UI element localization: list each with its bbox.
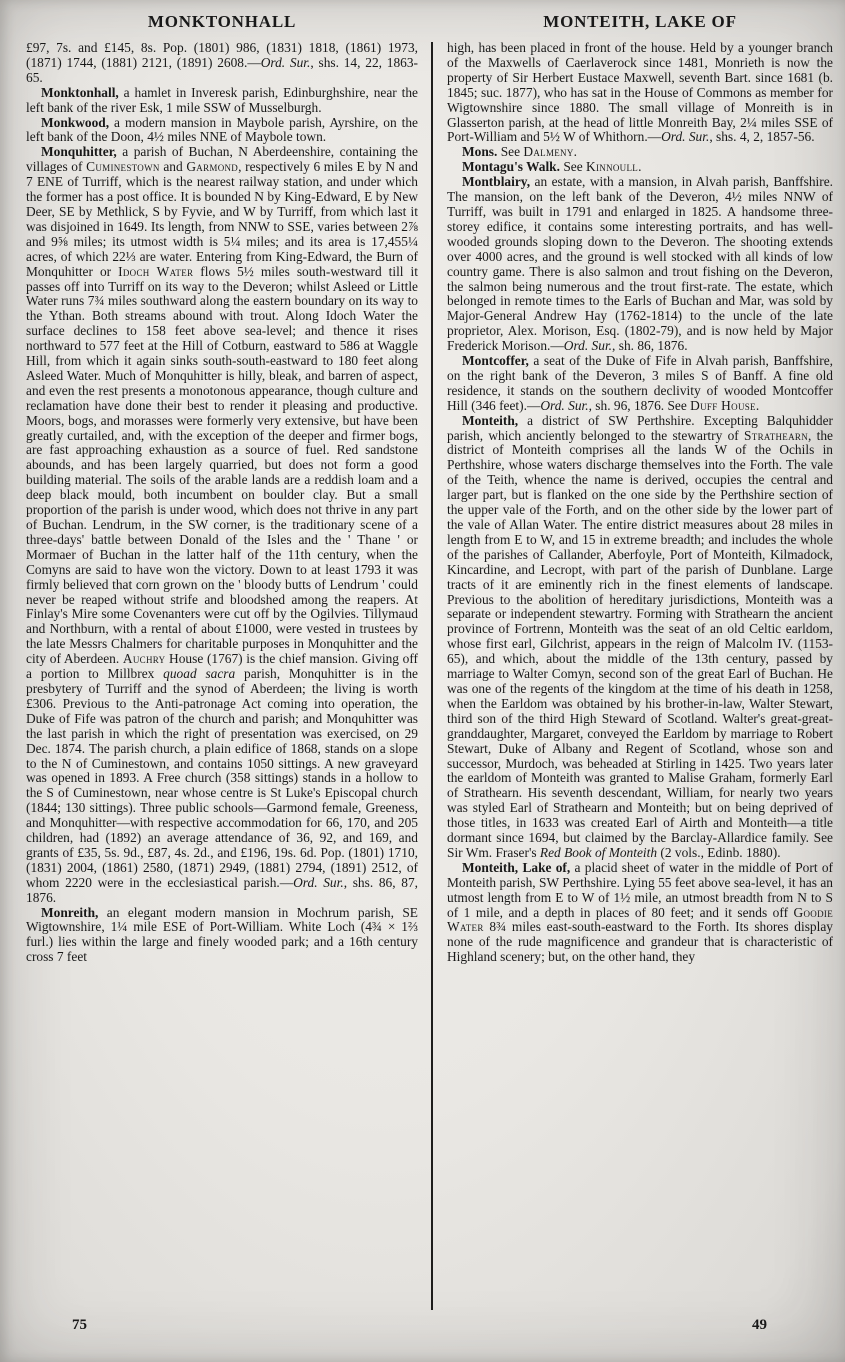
entry-paragraph xyxy=(447,41,833,145)
body-text: flows 5½ miles south-westward till it passes off into Turriff on its way to the Deveron; whilst Asleed or Little Water runs 7¾ miles southward along the eastern boundary on its way to the Ythan. Both streams abound with trout. Along Idoch Water the surface declines to 158 feet above sea-level; and thence it rises northward to 577 feet at the Hill of Cotburn, eastward to 586 at Waggle Hill, from which it again sinks south-south-eastward to 180 feet along Asleed Water. Much of Monquhitter is hilly, bleak, and barren of aspect, and even the rest presents a monotonous appearance, though culture and reclamation have done their best to render it pleasing and productive. Moors, bogs, and morasses were formerly very extensive, but have been greatly curtailed, and, with the exception of the deeper and firmer bogs, are fast approaching exhaustion as a source of fuel. Red sandstone abounds, and has been largely quarried, but does not form a good building material. The soils of the arable lands are a reddish loam and a deep black mould, both incumbent on boulder clay. But a small proportion of the parish is under wood, which does not thrive in any part of Buchan. Lendrum, in the SW corner, is the traditionary scene of a three-days' battle between Donald of the Isles and the ' Thane ' or Mormaer of Buchan in the latter half of the 11th century, when the Comyns are said to have won the victory. Down to at least 1793 it was firmly believed that corn grown on the ' bloody butts of Lendrum ' could never be reaped without strife and bloodshed among the reapers. At Finlay's Mire some Covenanters were cut off by the Ogilvies. Tillymaud and Northburn, with a rental of about £1000, were vested in trustees by the late Messrs Chalmers for charitable purposes in Monquhitter and the city of Aberdeen. xyxy=(26,263,418,667)
body-text: a modern mansion in Maybole parish, Ayrshire, on the left bank of the Doon, 4½ miles NNE of Maybole town. xyxy=(26,114,418,145)
body-text: See xyxy=(497,144,524,160)
entry-paragraph xyxy=(447,175,833,354)
cross-reference: Dalmeny xyxy=(523,144,574,160)
running-head-left: MONKTONHALL xyxy=(147,12,297,31)
entry-paragraph xyxy=(447,414,833,861)
body-text: , shs. 4, 2, 1857-56. xyxy=(709,129,815,145)
body-text: parish, Monquhitter is in the presbytery of Turriff and the synod of Aberdeen; the living is worth £306. Previous to the Anti-patronage Act coming into operation, the Duke of Fife was patron of the church and parish; and Monquhitter was the last parish in which the right of presentation was exercised, on 29 Dec. 1874. The parish church, a plain edifice of 1868, stands on a slope to the N of Cuminestown, and contains 1050 sittings. A new graveyard was opened in 1893. A Free church (358 sittings) stands in a hollow to the S of Cuminestown, near whose centre is St Luke's Episcopal church (1844; 130 sittings). Three public schools—Garmond female, Greeness, and Monquhitter—with respective accommodation for 66, 170, and 205 children, had (1892) an average attendance of 36, 92, and 169, and grants of £35, 5s. 9d., £87, 4s. 2d., and £196, 19s. 6d. Pop. (1801) 1710, (1831) 2004, (1861) 2580, (1871) 2949, (1881) 2794, (1891) 2512, of whom 2220 were in the ecclesiastical parish.— xyxy=(26,666,418,890)
entry-headword: Montagu's Walk. xyxy=(462,159,560,175)
italic-text: Red Book of Monteith xyxy=(539,844,658,860)
column-divider-rule xyxy=(431,42,433,1310)
italic-text: quoad sacra xyxy=(163,666,236,682)
entry-headword: Monkwood, xyxy=(41,114,110,130)
body-text: (2 vols., Edinb. 1880). xyxy=(657,844,781,860)
italic-text: Ord. Sur. xyxy=(293,874,344,890)
entry-headword: Monquhitter, xyxy=(41,144,117,160)
entry-headword: Montcoffer, xyxy=(462,353,529,369)
entry-headword: Mons. xyxy=(462,144,498,160)
cross-reference: Cuminestown xyxy=(86,159,160,175)
italic-text: Ord. Sur. xyxy=(260,54,311,70)
body-text: House (1767) is the chief mansion. Giving off a portion to Millbrex xyxy=(26,651,418,682)
body-text: , sh. 96, 1876. See xyxy=(588,397,691,413)
entry-paragraph xyxy=(447,160,833,175)
text-column-left xyxy=(26,41,418,1321)
body-text: an estate, with a mansion, in Alvah parish, Banffshire. The mansion, on the left bank of the Deveron, 4½ miles NNW of Turriff, was built in 1791 and enlarged in 1825. A handsome three-storey edifice, it contains some interesting portraits, and has well-wooded grounds sloping down to the Deveron. The shooting extends over 4000 acres, and the ground is well stocked with all kinds of low country game. There is also salmon and trout fishing on the Deveron, the salmon being numerous and the trout first-rate. The estate, which belonged in remote times to the Earls of Buchan and Mar, was sold by Major-General Andrew Hay (1762-1814) to the uncle of the late proprietor, Alex. Morison, Esq. (1802-79), and is now held by Major Frederick Morison.— xyxy=(447,174,833,354)
body-text: . xyxy=(638,159,642,175)
entry-paragraph xyxy=(26,41,418,86)
body-text: an elegant modern mansion in Mochrum parish, SE Wigtownshire, 1¼ mile ESE of Port-William. White Loch (4¾ × 1⅔ furl.) lies within the large and finely wooded park; and a 16th century cross 7 feet xyxy=(26,904,418,965)
entry-headword: Monteith, xyxy=(462,412,519,428)
body-text: high, has been placed in front of the house. Held by a younger branch of the Maxwells of Caerlaverock since 1481, Monrieth is now the property of Sir Herbert Eustace Maxwell, seventh Bart. since 1681 (b. 1845; suc. 1877), who has sat in the House of Commons as member for Wigtownshire since 1880. The small village of Monreith is in Glasserton parish, at the head of little Monreith Bay, 2¼ miles SSE of Port-William and 5½ W of Whithorn.— xyxy=(447,41,833,145)
cross-reference: Strathearn xyxy=(744,427,808,443)
entry-paragraph xyxy=(447,145,833,160)
body-text: . xyxy=(755,397,760,413)
body-text: a hamlet in Inveresk parish, Edinburghshire, near the left bank of the river Esk, 1 mile SSW of Musselburgh. xyxy=(26,84,418,115)
entry-paragraph xyxy=(26,116,418,146)
body-text: a parish of Buchan, N Aberdeenshire, containing the villages of xyxy=(26,144,418,175)
entry-headword: Montblairy, xyxy=(462,174,531,190)
page-number-left: 75 xyxy=(72,1317,87,1333)
entry-paragraph xyxy=(447,354,833,414)
cross-reference: Duff House xyxy=(690,397,756,413)
body-text: a placid sheet of water in the middle of Port of Monteith parish, SW Perthshire. Lying 55 feet above sea-level, it has an utmost length from E to W of 1½ mile, an utmost breadth from N to S of 1 mile, and a depth in places of 80 feet; and it sends off xyxy=(447,859,833,920)
cross-reference: Kinnoull xyxy=(586,159,639,175)
entry-headword: Monteith, Lake of, xyxy=(462,859,571,875)
body-text: , sh. 86, 1876. xyxy=(612,338,688,354)
body-text: . xyxy=(573,144,578,160)
entry-headword: Monktonhall, xyxy=(41,84,119,100)
body-text: a district of SW Perthshire. Excepting Balquhidder parish, which anciently belonged to the stewartry of xyxy=(447,412,833,443)
cross-reference: Auchry xyxy=(122,651,166,667)
cross-reference: Idoch Water xyxy=(118,263,194,279)
cross-reference: Garmond xyxy=(186,159,239,175)
body-text: , respectively 6 miles E by N and 7 ENE of Turriff, which is the nearest railway station, and under which the former has a post office. It is bounded N by King-Edward, E by New Deer, SE by Methlick, S by Fyvie, and W by Turriff, from which last it was disjoined in 1649. Its length, from NNW to SSE, varies between 2⅞ and 9⅝ miles; its utmost width is 5¼ miles; and its area is 17,455¼ acres, of which 22⅓ are water. Entering from King-Edward, the Burn of Monquhitter or xyxy=(26,159,418,279)
italic-text: Ord. Sur. xyxy=(540,397,589,413)
italic-text: Ord. Sur. xyxy=(563,338,613,354)
body-text: 8¾ miles east-south-eastward to the Forth. Its shores display none of the rude magnificence and grandeur that is characteristic of Highland scenery; but, on the other hand, they xyxy=(447,919,833,965)
body-text: and xyxy=(159,159,187,175)
entry-paragraph xyxy=(26,86,418,116)
running-head-right: MONTEITH, LAKE OF xyxy=(543,12,737,31)
body-text: See xyxy=(559,159,587,175)
entry-paragraph xyxy=(26,145,418,905)
body-text: a seat of the Duke of Fife in Alvah parish, Banffshire, on the right bank of the Deveron, 3 miles S of Banff. A fine old residence, it stands on the southern declivity of wooded Montcoffer Hill (346 feet).— xyxy=(447,353,833,413)
entry-paragraph xyxy=(447,861,833,965)
body-text: , shs. 86, 87, 1876. xyxy=(26,874,418,905)
entry-headword: Monreith, xyxy=(41,904,99,920)
italic-text: Ord. Sur. xyxy=(661,129,710,145)
body-text: , the district of Monteith comprises all the lands W of the Ochils in Perthshire, whose waters discharge themselves into the Forth. The vale of the Teith, whence the name is derived, occupies the central and larger part, but is flanked on the one side by the Perthshire section of the upper vale of the Forth, and on the other side by the lower part of the vale of Allan Water. The entire district measures about 28 miles in length from E to W, and 15 in extreme breadth; and includes the whole of the parishes of Callander, Aberfoyle, Port of Monteith, Kilmadock, Kincardine, and Lecropt, with part of the parish of Dunblane. Large tracts of it are eminently rich in the finest elements of landscape. Previous to the abolition of hereditary jurisdictions, Monteith was a separate or independent stewartry. Forming with Strathearn the ancient province of Fortrenn, Monteith was the seat of an old Celtic earldom, whose first earl, Gilchrist, appears in the reign of Malcolm IV. (1153-65), and which, about the middle of the 13th century, passed by marriage to Walter Comyn, second son of the great Earl of Buchan. He was one of the regents of the kingdom at the time of his death in 1258, when the Earldom was obtained by his brother-in-law, Walter Stewart, third son of the third High Steward of Scotland. Walter's great-great-granddaughter, Margaret, conveyed the Earldom by marriage to Robert Stewart, Duke of Albany and Regent of Scotland, whose son and successor, Murdoch, was beheaded at Stirling in 1425. Two years later the earldom of Monteith was granted to Malise Graham, formerly Earl of Strathearn. His seventh descendant, William, for nearly two years was styled Earl of Strathearn and Monteith; but on being deprived of those titles, in 1633 was created Earl of Airth and Monteith—a title dormant since 1694, but claimed by the Barclay-Allardice family. See Sir Wm. Fraser's xyxy=(447,427,833,860)
body-text: £97, 7s. and £145, 8s. Pop. (1801) 986, (1831) 1818, (1861) 1973, (1871) 1744, (1881) 2121, (1891) 2608.— xyxy=(26,41,418,70)
text-column-right xyxy=(447,41,833,1313)
page-number-right: 49 xyxy=(752,1317,767,1333)
cross-reference: Goodie Water xyxy=(447,904,833,935)
body-text: , shs. 14, 22, 1863-65. xyxy=(26,54,418,85)
entry-paragraph xyxy=(26,906,418,966)
